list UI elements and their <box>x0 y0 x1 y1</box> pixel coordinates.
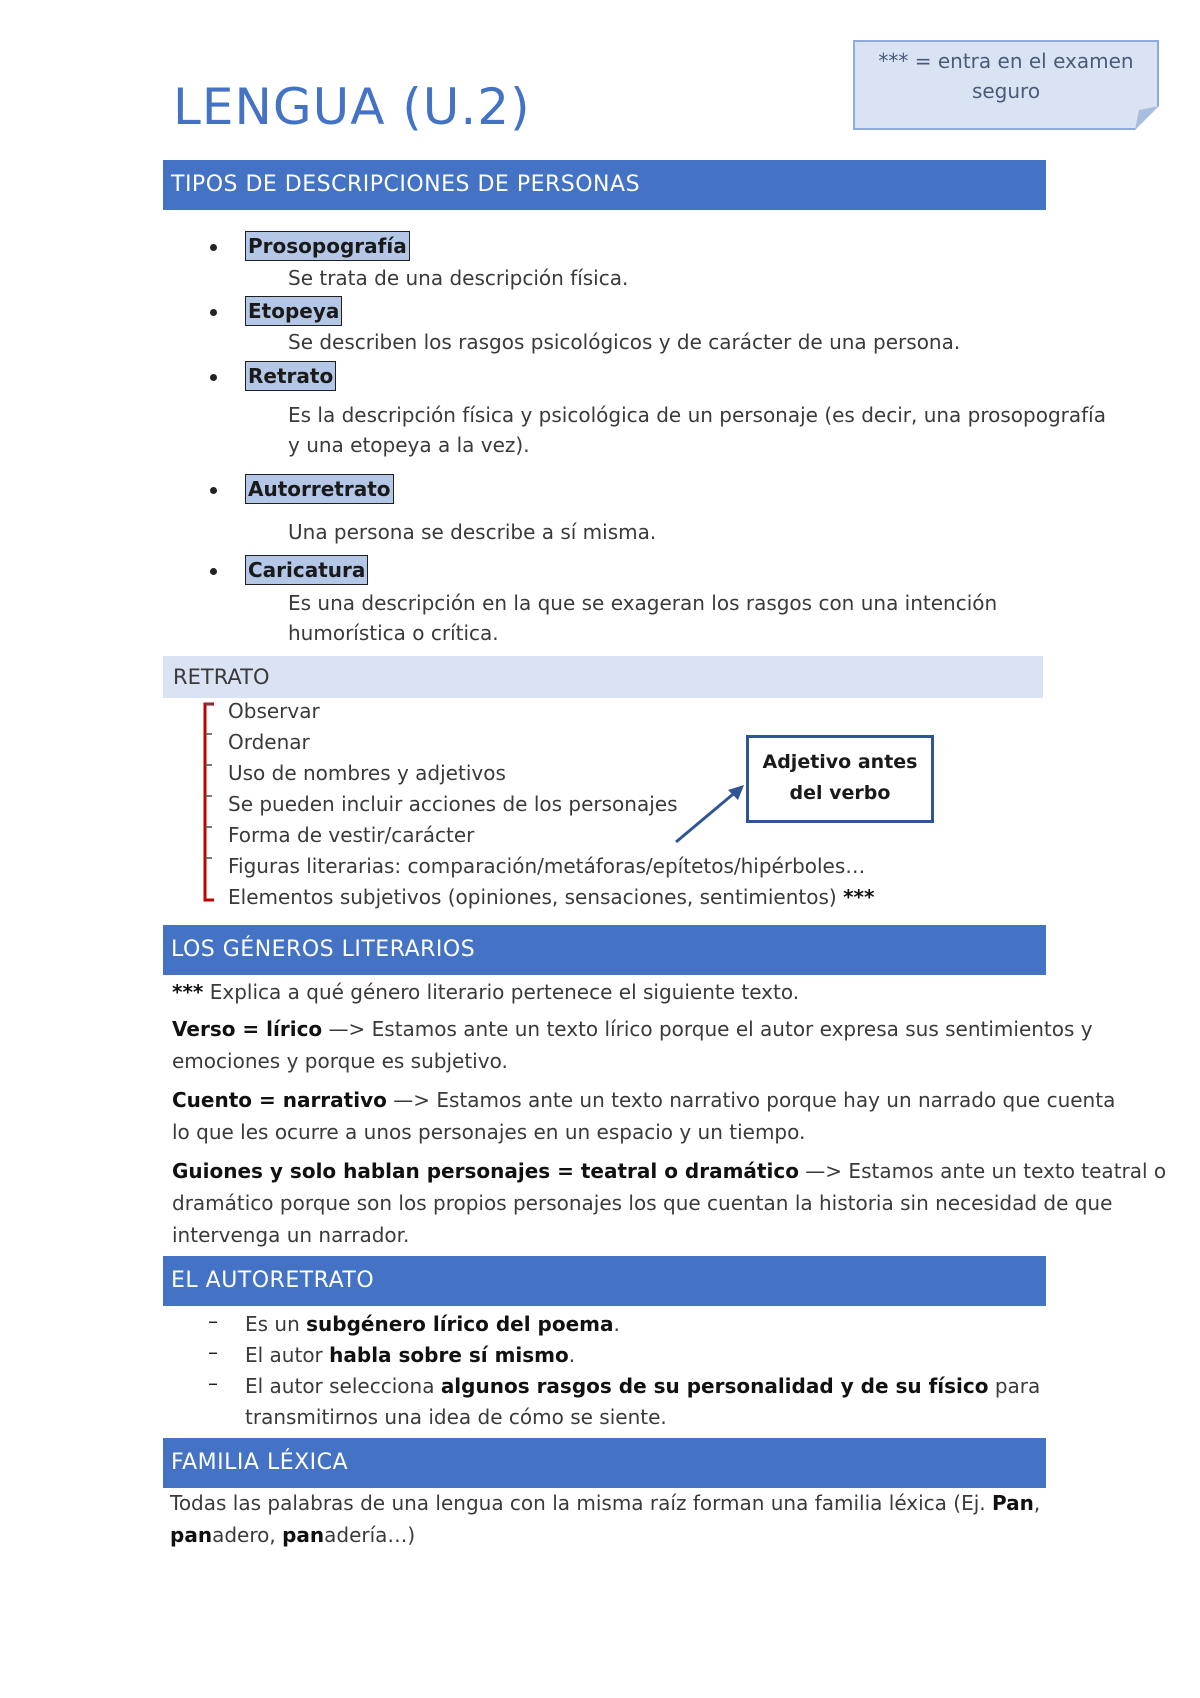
section-heading-generos: LOS GÉNEROS LITERARIOS <box>163 925 1046 975</box>
generos-para-lirico-line-2: emociones y porque es subjetivo. <box>172 1049 508 1073</box>
item-bold: subgénero lírico del poema <box>306 1312 614 1336</box>
callout-line-2: del verbo <box>789 782 891 804</box>
callout-box <box>746 735 934 823</box>
example-root: pan <box>282 1523 325 1547</box>
generos-para-narrativo <box>172 1084 1115 1116</box>
dash-icon: – <box>208 1340 218 1364</box>
desc-caricatura-line-1: Es una descripción en la que se exageran los rasgos con una intención <box>288 591 998 615</box>
generos-para-teatral <box>172 1155 1166 1187</box>
desc-autorretrato: Una persona se describe a sí misma. <box>288 520 657 544</box>
desc-retrato-line-2: y una etopeya a la vez). <box>288 433 530 457</box>
sticky-note <box>853 40 1159 130</box>
item-text: Es un <box>245 1312 307 1336</box>
term-caricatura: Caricatura <box>245 555 368 585</box>
genre-text: —> Estamos ante un texto teatral o <box>798 1159 1167 1183</box>
item-bold: habla sobre sí mismo <box>329 1343 569 1367</box>
note-fold-icon <box>1135 106 1159 130</box>
dash-icon: – <box>208 1309 218 1333</box>
bullet-icon <box>210 244 217 251</box>
genre-label: Cuento = narrativo <box>172 1088 387 1112</box>
generos-intro <box>172 976 799 1008</box>
term-etopeya: Etopeya <box>245 296 342 326</box>
example-word: Pan <box>991 1491 1034 1515</box>
note-line-1: *** = entra en el examen <box>878 49 1134 73</box>
autoretrato-item <box>245 1340 575 1371</box>
genre-text: —> Estamos ante un texto narrativo porque hay un narrado que cuenta <box>386 1088 1116 1112</box>
generos-para-teatral-line-2: dramático porque son los propios personajes los que cuentan la historia sin necesidad de que <box>172 1191 1113 1215</box>
term-prosopografia: Prosopografía <box>245 231 410 261</box>
item-text: para <box>988 1374 1041 1398</box>
retrato-item: Se pueden incluir acciones de los personajes <box>228 792 678 816</box>
familia-body: Todas las palabras de una lengua con la misma raíz forman una familia léxica (Ej. <box>170 1491 992 1515</box>
retrato-item: Ordenar <box>228 730 310 754</box>
retrato-item <box>228 882 874 913</box>
example-rest: adero, <box>212 1523 283 1547</box>
bullet-icon <box>210 487 217 494</box>
bullet-icon <box>210 568 217 575</box>
page-title: LENGUA (U.2) <box>173 78 531 136</box>
retrato-item: Uso de nombres y adjetivos <box>228 761 506 785</box>
dash-icon: – <box>208 1371 218 1395</box>
genre-label: Verso = lírico <box>172 1017 323 1041</box>
genre-text: —> Estamos ante un texto lírico porque el autor expresa sus sentimientos y <box>322 1017 1093 1041</box>
retrato-item-text: Elementos subjetivos (opiniones, sensaciones, sentimientos) <box>228 885 844 909</box>
note-line-2: seguro <box>971 79 1041 103</box>
desc-etopeya: Se describen los rasgos psicológicos y de carácter de una persona. <box>288 330 961 354</box>
autoretrato-item-line-2: transmitirnos una idea de cómo se siente. <box>245 1405 667 1429</box>
example-rest: adería…) <box>324 1523 416 1547</box>
exam-marker: *** <box>172 980 204 1004</box>
item-text: . <box>568 1343 576 1367</box>
callout-line-1: Adjetivo antes <box>762 751 918 773</box>
arrow-icon <box>670 780 750 850</box>
generos-para-narrativo-line-2: lo que les ocurre a unos personajes en un espacio y un tiempo. <box>172 1120 806 1144</box>
bullet-icon <box>210 374 217 381</box>
section-heading-tipos: TIPOS DE DESCRIPCIONES DE PERSONAS <box>163 160 1046 210</box>
genre-label: Guiones y solo hablan personajes = teatral o dramático <box>172 1159 799 1183</box>
exam-marker: *** <box>843 885 875 909</box>
item-text: El autor <box>245 1343 330 1367</box>
familia-text <box>170 1487 1050 1551</box>
subheading-retrato: RETRATO <box>163 656 1043 698</box>
example-root: pan <box>170 1523 213 1547</box>
term-retrato: Retrato <box>245 361 336 391</box>
retrato-item: Figuras literarias: comparación/metáforas/epítetos/hipérboles… <box>228 854 866 878</box>
section-heading-familia: FAMILIA LÉXICA <box>163 1438 1046 1488</box>
section-heading-autoretrato: EL AUTORETRATO <box>163 1256 1046 1306</box>
item-text: El autor selecciona <box>245 1374 441 1398</box>
bullet-icon <box>210 309 217 316</box>
desc-retrato-line-1: Es la descripción física y psicológica de un personaje (es decir, una prosopografía <box>288 403 1106 427</box>
autoretrato-item <box>245 1309 620 1340</box>
retrato-item: Forma de vestir/carácter <box>228 823 475 847</box>
generos-para-teatral-line-3: intervenga un narrador. <box>172 1223 410 1247</box>
autoretrato-item <box>245 1371 1040 1402</box>
generos-intro-text: Explica a qué género literario pertenece el siguiente texto. <box>203 980 800 1004</box>
item-text: . <box>613 1312 620 1336</box>
term-autorretrato: Autorretrato <box>245 474 394 504</box>
desc-prosopografia: Se trata de una descripción física. <box>288 266 629 290</box>
desc-caricatura-line-2: humorística o crítica. <box>288 621 499 645</box>
generos-para-lirico <box>172 1013 1093 1045</box>
item-bold: algunos rasgos de su personalidad y de su físico <box>440 1374 989 1398</box>
separator: , <box>1033 1491 1041 1515</box>
bracket-icon <box>200 700 220 904</box>
retrato-item: Observar <box>228 699 320 723</box>
